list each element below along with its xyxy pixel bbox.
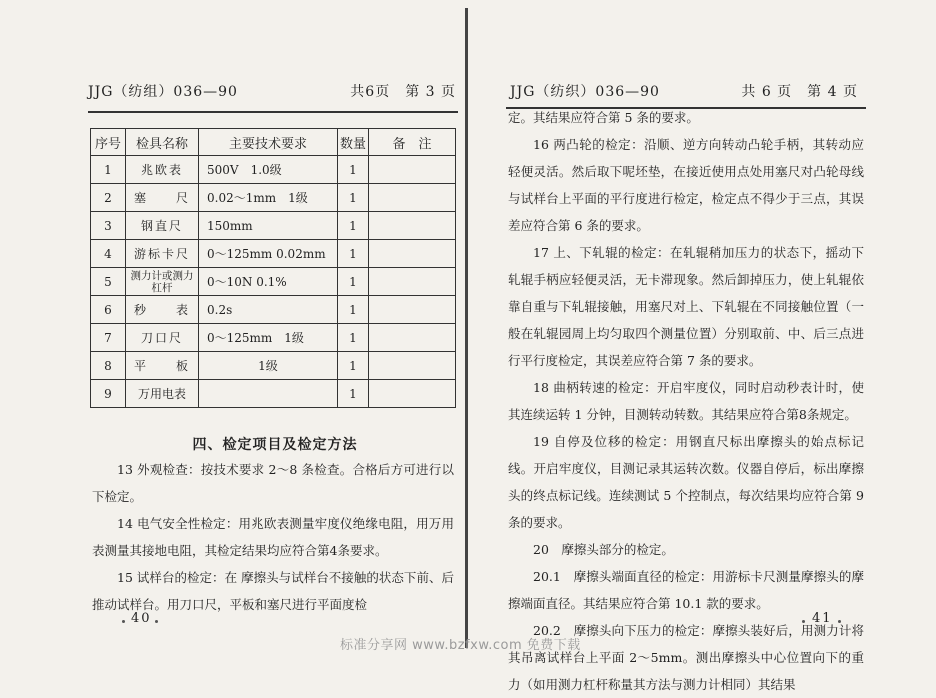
table-header-row [91,129,456,156]
paragraph: 19 自停及位移的检定：用钢直尺标出摩擦头的始点标记线。开启牢度仪，目测记录其运转次数。仪器自停后，标出摩擦头的终点标记线。连续测试 5 个控制点，每次结果均应符合第 9 条的要求。 [508,434,864,530]
page-number-dot [122,620,125,623]
cell-qty: 1 [338,212,369,240]
paragraph: 20.1 摩擦头端面直径的检定：用游标卡尺测量摩擦头的摩擦端面直径。其结果应符合第 10.1 款的要求。 [508,569,864,611]
col-header-req: 主要技术要求 [199,129,338,156]
col-header-qty: 数量 [338,129,369,156]
page-number-dot [802,620,805,623]
cell-no: 3 [91,212,126,240]
left-header-code: JJG（纺组）036—90 [88,84,238,100]
cell-name: 钢直尺 [126,212,199,240]
cell-no: 9 [91,380,126,408]
cell-name: 万用电表 [126,380,199,408]
cell-qty: 1 [338,324,369,352]
cell-req: 0～10N 0.1% [199,268,338,296]
cell-name: 测力计或测力杠杆 [126,268,199,296]
cell-no: 6 [91,296,126,324]
cell-note [369,240,456,268]
left-header-rule [88,111,458,113]
cell-qty: 1 [338,380,369,408]
cell-name: 刀口尺 [126,324,199,352]
paragraph: 20.2 摩擦头向下压力的检定：摩擦头装好后，用测力计将其吊离试样台上平面 2～5mm。测出摩擦头中心位置向下的重力（如用测力杠杆称量其方法与测力计相同）其结果 [508,623,864,692]
cell-name: 游标卡尺 [126,240,199,268]
paragraph: 15 试样台的检定：在 摩擦头与试样台不接触的状态下前、后推动试样台。用刀口尺，平板和塞尺进行平面度检 [92,570,454,612]
col-header-note: 备 注 [369,129,456,156]
cell-note [369,380,456,408]
cell-note [369,156,456,184]
cell-qty: 1 [338,352,369,380]
cell-qty: 1 [338,296,369,324]
cell-qty: 1 [338,268,369,296]
left-body-text [92,456,454,618]
right-header-pagecount: 共 6 页 第 4 页 [741,84,858,100]
cell-req: 0～125mm 1级 [199,324,338,352]
table-row [91,296,456,324]
page-number-dot [838,620,841,623]
cell-qty: 1 [338,184,369,212]
cell-req: 0～125mm 0.02mm [199,240,338,268]
paragraph: 18 曲柄转速的检定：开启牢度仪，同时启动秒表计时，使其连续运转 1 分钟，目测转动转数。其结果应符合第8条规定。 [508,380,864,422]
paragraph: 13 外观检查：按技术要求 2～8 条检查。合格后方可进行以下检定。 [92,462,454,504]
table-row [91,184,456,212]
cell-name: 平 板 [126,352,199,380]
col-header-name: 检具名称 [126,129,199,156]
right-header-code: JJG（纺织）036—90 [510,84,660,100]
cell-qty: 1 [338,156,369,184]
table-row [91,212,456,240]
cell-no: 8 [91,352,126,380]
right-page [468,0,936,692]
cell-note [369,184,456,212]
table-row [91,156,456,184]
cell-req: 0.02～1mm 1级 [199,184,338,212]
cell-req: 0.2s [199,296,338,324]
section-title: 四、检定项目及检定方法 [192,437,358,453]
cell-name: 兆欧表 [126,156,199,184]
cell-note [369,296,456,324]
cell-note [369,268,456,296]
watermark-text: 标准分享网 www.bzfxw.com 免费下载 [340,638,581,653]
cell-qty: 1 [338,240,369,268]
right-page-number: 41 [812,611,833,626]
left-page [0,0,468,662]
left-header-pagecount: 共6页 第 3 页 [350,84,456,100]
cell-req: 500V 1.0级 [199,156,338,184]
cell-no: 5 [91,268,126,296]
instrument-table [90,128,456,408]
right-body-text [508,104,864,698]
cell-no: 2 [91,184,126,212]
left-header [88,80,456,104]
table-row [91,352,456,380]
table-row [91,268,456,296]
cell-req: 1级 [199,352,338,380]
page-number-dot [155,620,158,623]
paragraph: 16 两凸轮的检定：沿顺、逆方向转动凸轮手柄，其转动应轻便灵活。然后取下呢坯垫，在接近使用点处用塞尺对凸轮母线与试样台上平面的平行度进行检定，检定点不得少于三点，其误差应符合第 6 条的要求。 [508,137,864,233]
cell-name: 秒 表 [126,296,199,324]
cell-req: 150mm [199,212,338,240]
cell-no: 7 [91,324,126,352]
right-header [510,80,858,104]
table-row [91,240,456,268]
left-page-number: 40 [131,611,152,626]
paragraph: 20 摩擦头部分的检定。 [533,542,674,557]
cell-name: 塞 尺 [126,184,199,212]
table-row [91,324,456,352]
cell-req [199,380,338,408]
cell-no: 4 [91,240,126,268]
cell-note [369,352,456,380]
cell-note [369,212,456,240]
cell-no: 1 [91,156,126,184]
paragraph: 定。其结果应符合第 5 条的要求。 [508,110,699,125]
paragraph: 17 上、下轧辊的检定：在轧辊稍加压力的状态下，摇动下轧辊手柄应轻便灵活，无卡滞现象。然后卸掉压力，使上轧辊依靠自重与下轧辊接触，用塞尺对上、下轧辊在不同接触位置（一般在轧辊园周上均匀取四个测量位置）分别取前、中、后三点进行平行度检定，其误差应符合第 7 条的要求。 [508,245,864,368]
col-header-no: 序号 [91,129,126,156]
paragraph: 14 电气安全性检定：用兆欧表测量牢度仪绝缘电阻，用万用表测量其接地电阻，其检定结果均应符合第4条要求。 [92,516,454,558]
cell-note [369,324,456,352]
table-row [91,380,456,408]
